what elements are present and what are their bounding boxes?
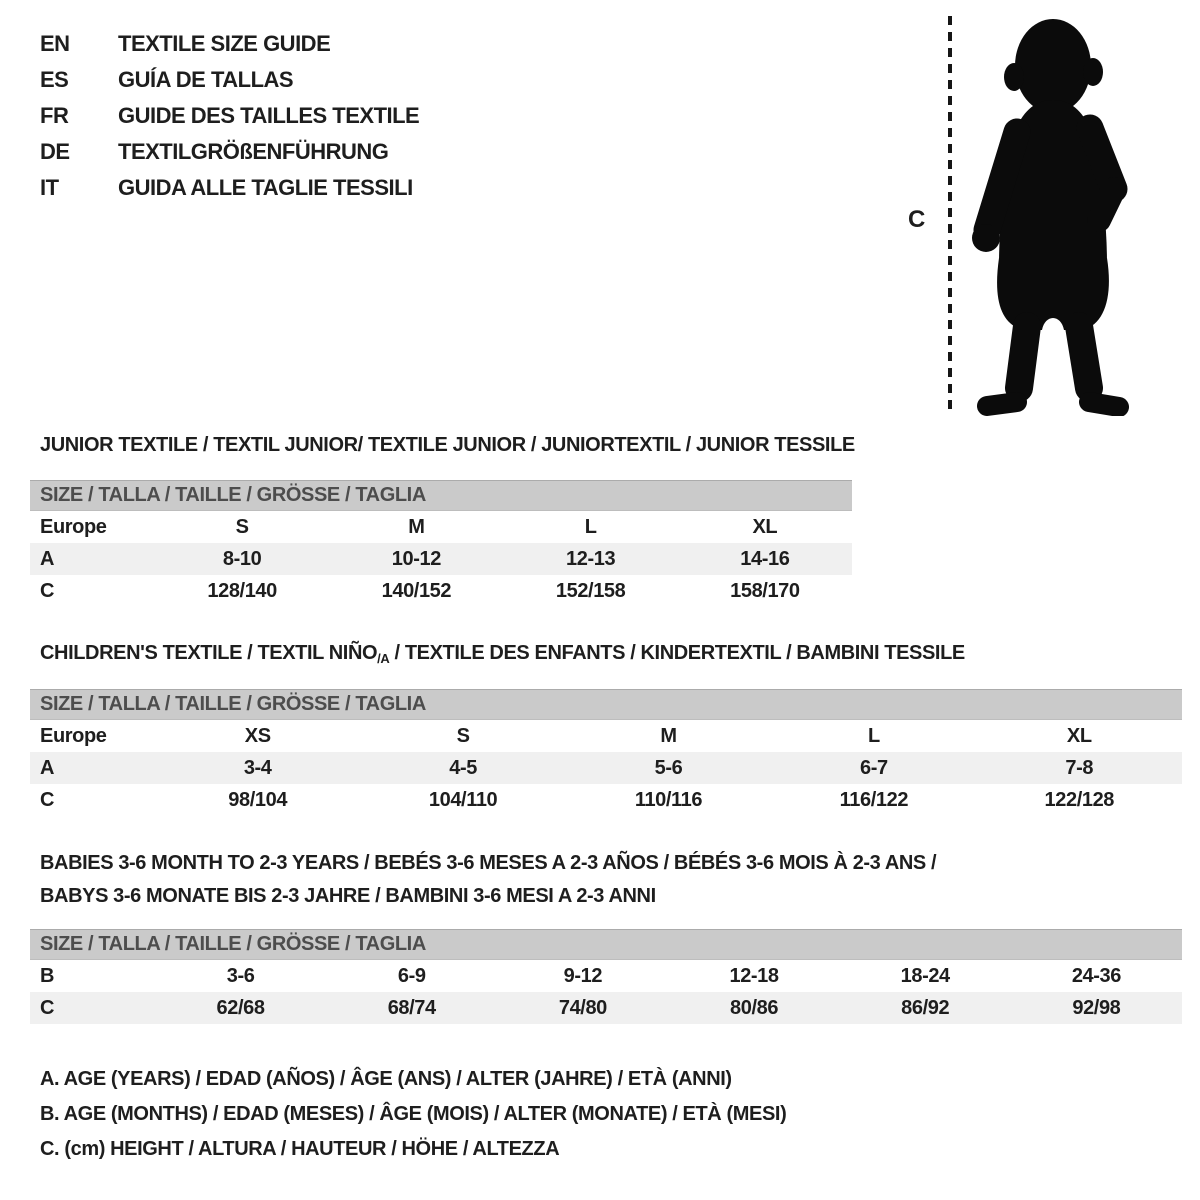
size-cell: 98/104 xyxy=(228,788,288,811)
lang-row-it xyxy=(40,170,419,206)
size-bar-label: SIZE / TALLA / TAILLE / GRÖSSE / TAGLIA xyxy=(40,484,426,506)
size-cell: 92/98 xyxy=(1072,996,1121,1019)
size-cell: 9-12 xyxy=(563,964,603,987)
lang-title: TEXTILE SIZE GUIDE xyxy=(118,31,331,56)
table-row xyxy=(30,575,852,607)
size-cell: XS xyxy=(244,724,271,747)
children-size-table xyxy=(30,720,1182,816)
row-label: Europe xyxy=(40,515,107,538)
size-cell: 86/92 xyxy=(901,996,950,1019)
size-cell: XL xyxy=(1066,724,1092,747)
lang-code: IT xyxy=(40,175,59,200)
lang-row-fr xyxy=(40,98,419,134)
size-cell: XL xyxy=(752,515,778,538)
size-cell: 14-16 xyxy=(740,547,790,570)
size-cell: L xyxy=(867,724,880,747)
size-cell: 18-24 xyxy=(900,964,950,987)
size-cell: 12-13 xyxy=(566,547,616,570)
size-cell: 140/152 xyxy=(381,579,452,602)
table-row xyxy=(30,720,1182,752)
lang-code: ES xyxy=(40,67,69,92)
table-row xyxy=(30,960,1182,992)
legend-line-a: A. AGE (YEARS) / EDAD (AÑOS) / ÂGE (ANS) / ALTER (JAHRE) / ETÀ (ANNI) xyxy=(40,1068,732,1090)
babies-section-heading xyxy=(40,847,936,913)
row-label: B xyxy=(40,964,55,987)
row-label: C xyxy=(40,579,55,602)
lang-row-es xyxy=(40,62,419,98)
size-cell: 4-5 xyxy=(449,756,477,779)
size-cell: 62/68 xyxy=(216,996,265,1019)
size-cell: M xyxy=(408,515,425,538)
size-cell: 12-18 xyxy=(729,964,779,987)
size-cell: 3-6 xyxy=(226,964,255,987)
row-label: Europe xyxy=(40,724,107,747)
row-label: C xyxy=(40,996,55,1019)
lang-row-en xyxy=(40,26,419,62)
table-row xyxy=(30,543,852,575)
children-section-heading xyxy=(40,642,965,666)
height-dashed-line xyxy=(948,16,952,416)
children-heading-pre: CHILDREN'S TEXTILE / TEXTIL NIÑO xyxy=(40,642,378,664)
row-label: C xyxy=(40,788,55,811)
legend-line-c: C. (cm) HEIGHT / ALTURA / HAUTEUR / HÖHE / ALTEZZA xyxy=(40,1138,560,1160)
size-cell: 152/158 xyxy=(555,579,626,602)
junior-section-heading xyxy=(40,434,855,457)
lang-code: FR xyxy=(40,103,69,128)
size-cell: S xyxy=(235,515,249,538)
size-cell: 5-6 xyxy=(654,756,683,779)
children-heading-post: / TEXTILE DES ENFANTS / KINDERTEXTIL / BAMBINI TESSILE xyxy=(389,642,965,664)
junior-heading-text: JUNIOR TEXTILE / TEXTIL JUNIOR/ TEXTILE JUNIOR / JUNIORTEXTIL / JUNIOR TESSILE xyxy=(40,434,855,456)
size-cell: 7-8 xyxy=(1065,756,1094,779)
size-cell: M xyxy=(660,724,677,747)
toddler-silhouette xyxy=(963,14,1135,416)
size-cell: 122/128 xyxy=(1044,788,1115,811)
lang-title: GUIDA ALLE TAGLIE TESSILI xyxy=(118,175,413,200)
table-row xyxy=(30,784,1182,816)
lang-code: EN xyxy=(40,31,70,56)
size-bar-label: SIZE / TALLA / TAILLE / GRÖSSE / TAGLIA xyxy=(40,693,426,715)
size-cell: 74/80 xyxy=(558,996,607,1019)
size-cell: 116/122 xyxy=(839,788,909,811)
size-cell: S xyxy=(456,724,470,747)
children-size-header-bar xyxy=(30,689,1182,720)
babies-size-table xyxy=(30,960,1182,1024)
legend-line-b: B. AGE (MONTHS) / EDAD (MESES) / ÂGE (MOIS) / ALTER (MONATE) / ETÀ (MESI) xyxy=(40,1103,787,1125)
size-cell: 24-36 xyxy=(1071,964,1121,987)
babies-heading-line2: BABYS 3-6 MONATE BIS 2-3 JAHRE / BAMBINI 3-6 MESI A 2-3 ANNI xyxy=(40,885,656,907)
lang-title: TEXTILGRÖßENFÜHRUNG xyxy=(118,139,389,164)
size-cell: 6-7 xyxy=(860,756,888,779)
table-row xyxy=(30,511,852,543)
size-cell: 6-9 xyxy=(397,964,426,987)
junior-size-header-bar xyxy=(30,480,852,511)
size-cell: 128/140 xyxy=(207,579,277,602)
size-cell: 80/86 xyxy=(730,996,779,1019)
lang-title: GUÍA DE TALLAS xyxy=(118,67,294,92)
size-cell: 3-4 xyxy=(243,756,272,779)
babies-size-header-bar xyxy=(30,929,1182,960)
table-row xyxy=(30,992,1182,1024)
size-cell: 8-10 xyxy=(222,547,262,570)
children-heading-sub: /A xyxy=(377,651,390,666)
size-cell: 10-12 xyxy=(391,547,441,570)
language-header xyxy=(40,26,419,206)
size-cell: 68/74 xyxy=(387,996,436,1019)
height-measure-label: C xyxy=(908,206,926,233)
junior-size-table xyxy=(30,511,852,607)
lang-code: DE xyxy=(40,139,70,164)
size-cell: L xyxy=(584,515,597,538)
row-label: A xyxy=(40,547,55,570)
row-label: A xyxy=(40,756,55,779)
size-cell: 158/170 xyxy=(730,579,800,602)
lang-row-de xyxy=(40,134,419,170)
table-row xyxy=(30,752,1182,784)
size-cell: 104/110 xyxy=(428,788,498,811)
lang-title: GUIDE DES TAILLES TEXTILE xyxy=(118,103,420,128)
babies-heading-line1: BABIES 3-6 MONTH TO 2-3 YEARS / BEBÉS 3-6 MESES A 2-3 AÑOS / BÉBÉS 3-6 MOIS À 2-3 ANS / xyxy=(40,852,937,874)
size-cell: 110/116 xyxy=(634,788,703,811)
size-bar-label: SIZE / TALLA / TAILLE / GRÖSSE / TAGLIA xyxy=(40,933,426,955)
legend xyxy=(40,1062,786,1167)
